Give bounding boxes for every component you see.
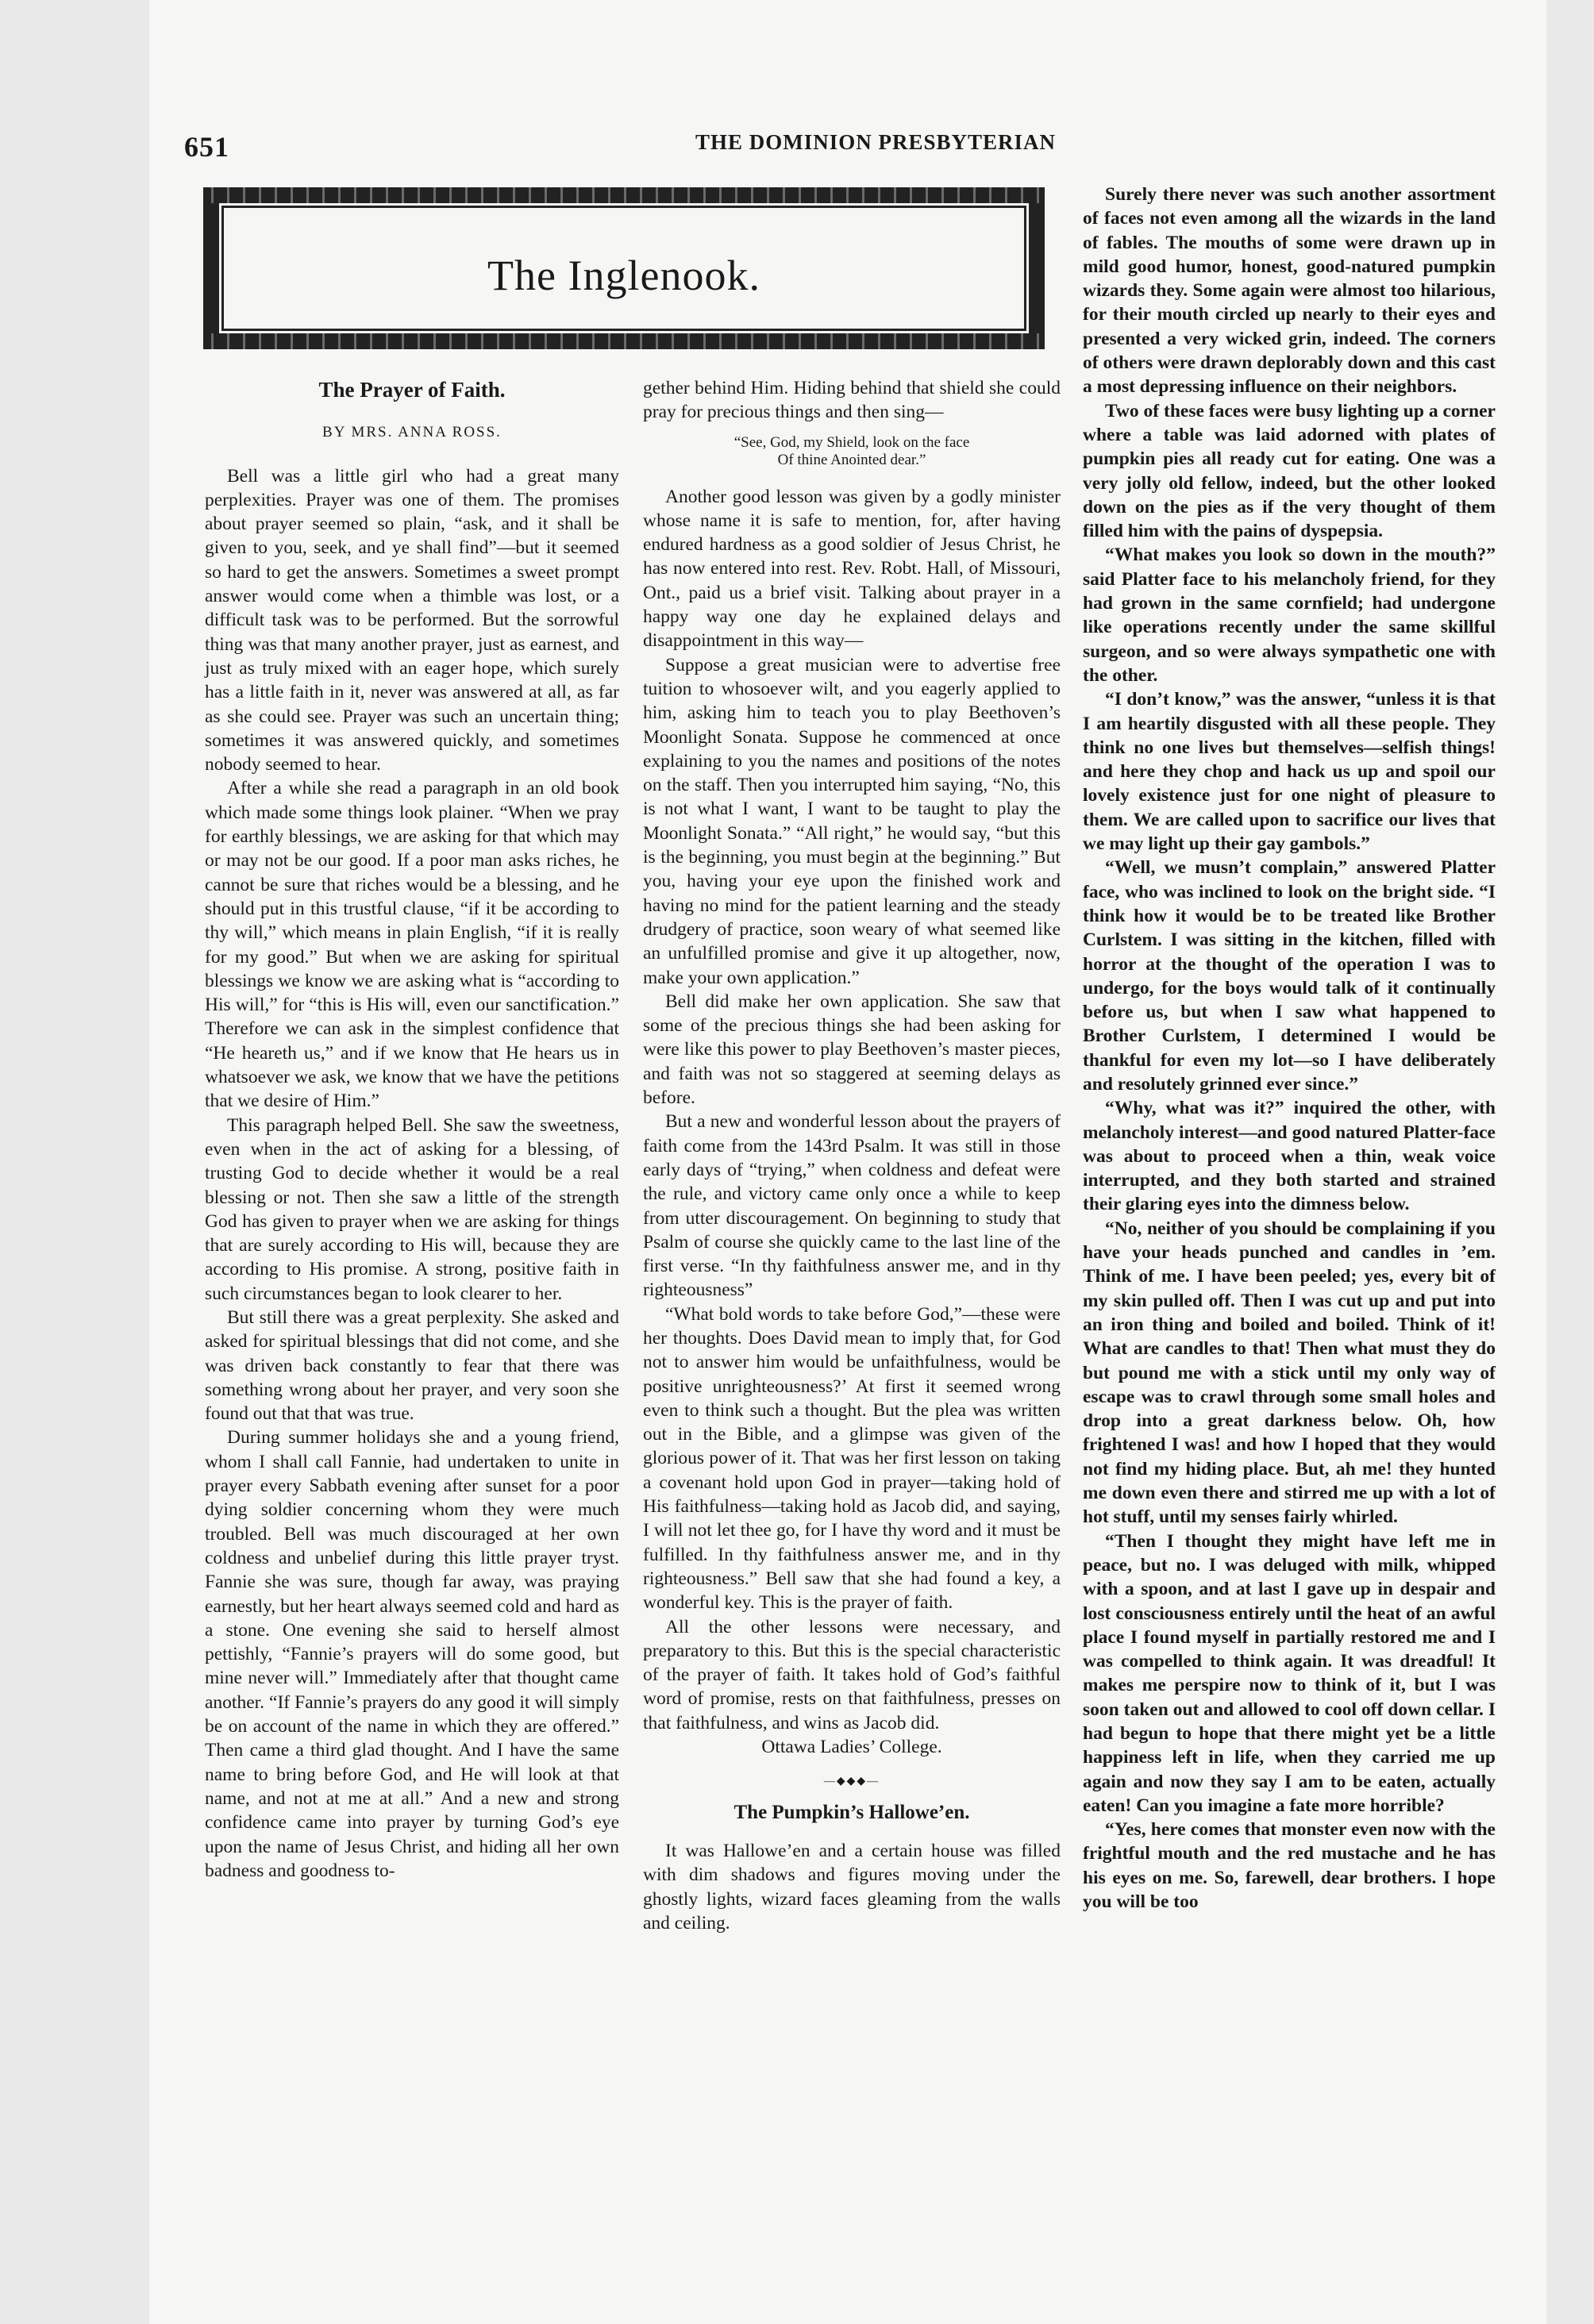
paragraph: “No, neither of you should be complaining if you have your heads punched and candles in ’em. Think of me. I have been peeled; yes, every bit of my skin pulled off. Then I was cut up and put into an iron thing and boiled and boiled. Think of it! What are candles to that! Then what must they do but pound me with a stick until my only way of escape was to crawl through some small holes and drop into a great darkness below. Oh, how frightened I was! and how I hoped that they would not find my hiding place. But, ah me! they hunted me down even there and stirred me up with a lot of hot stuff, until my senses fairly whirled. xyxy=(1083,1218,1496,1528)
paragraph: “I don’t know,” was the answer, “unless it is that I am heartily disgusted with all these people. They think no one lives but themselves—selfish things! and here they chop and hack us up and spoil our lovely existence just for one night of pleasure to them. We are called upon to sacrifice our lives that we may light up their gay gambols.” xyxy=(1083,689,1496,855)
paragraph: After a while she read a paragraph in an old book which made some things look plainer. “When we pray for earthly blessings, we are asking for that which may or may not be our good. If a poor man asks riches, he cannot be sure that riches would be a blessing, and he should put in this trustful clause, “if it be according to thy will,” which means in plain English, “if it is really for my good.” But when we are asking for spiritual blessings we know we are asking what is “according to His will,” for “this is His will, even our sanctification.” Therefore we can ask in the simplest confidence that “He heareth us,” and if we know that He hears us in whatsoever we ask, we know that we have the petitions that we desire of Him.” xyxy=(205,778,619,1112)
paragraph: Two of these faces were busy lighting up a corner where a table was laid adorned with plates of pumpkin pies all ready cut for eating. One was a very jolly old fellow, indeed, but the other looked down on the pies as if the very thought of them filled him with the pains of dyspepsia. xyxy=(1083,400,1496,542)
paragraph: Another good lesson was given by a godly minister whose name it is safe to mention, for, after having endured hardness as a good soldier of Jesus Christ, he has now entered into rest. Rev. Robt. Hall, of Missouri, Ont., paid us a brief visit. Talking about prayer in a happy way one day he explained delays and disappointment in this way— xyxy=(643,486,1061,652)
article-title: The Prayer of Faith. xyxy=(318,378,506,402)
paragraph-continued: gether behind Him. Hiding behind that shield she could pray for precious things and then sing— xyxy=(643,378,1061,423)
paragraph: “Why, what was it?” inquired the other, with melancholy interest—and good natured Platter-face was about to proceed when a thin, weak voice interrupted, and they both started and strained their glaring eyes into the dimness below. xyxy=(1083,1098,1496,1215)
section-title: The Inglenook. xyxy=(487,252,760,299)
section-heading-frame xyxy=(203,187,1045,349)
paragraph: “Then I thought they might have left me in peace, but no. I was deluged with milk, whipped with a spoon, and at last I gave up in despair and lost consciousness entirely until the heat of an awful place I found myself in partially restored me and I was compelled to think again. It was dreadful! It makes me perspire now to think of it, but I was soon taken out and allowed to cool off down cellar. I had begun to hope that there might yet be a little happiness left in life, when they carried me up again and now they say I am to be eaten, actually eaten! Can you imagine a fate more horrible? xyxy=(1083,1530,1496,1816)
paragraph: This paragraph helped Bell. She saw the sweetness, even when in the act of asking for a blessing, of trusting God to decide whether it would be a real blessing or not. Then she saw a little of the strength God has given to prayer when we are asking for things that are surely according to His will, because they are according to His promise. A strong, positive faith in such circumstances began to look clearer to her. xyxy=(205,1114,619,1304)
paragraph: But still there was a great perplexity. She asked and asked for spiritual blessings that did not come, and she was driven back constantly to fear that there was something wrong about her prayer, and very soon she found out that that was true. xyxy=(205,1306,619,1425)
running-title: THE DOMINION PRESBYTERIAN xyxy=(695,130,1056,154)
column-2 xyxy=(643,376,1061,1935)
paragraph: “Well, we musn’t complain,” answered Platter face, who was inclined to look on the bright side. “I think how it would be to be treated like Brother Curlstem. I was sitting in the kitchen, filled with horror at the thought of the operation I was to undergo, for the boys would talk of it continually before us, but when I saw what happened to Brother Curlstem, I determined I would be thankful for even my lot—so I have deliberately and resolutely grinned ever since.” xyxy=(1083,857,1496,1095)
paragraph: It was Hallowe’en and a certain house was filled with dim shadows and figures moving under the ghostly lights, wizard faces gleaming from the walls and ceiling. xyxy=(643,1840,1061,1933)
column-1 xyxy=(205,376,619,1883)
paragraph: Bell did make her own application. She saw that some of the precious things she had been asking for were like this power to play Beethoven’s master pieces, and faith was not so staggered at seeming delays as before. xyxy=(643,991,1061,1109)
paragraph: Suppose a great musician were to advertise free tuition to whosoever wilt, and you eagerly applied to him, asking him to teach you to play Beethoven’s Moonlight Sonata. Suppose he commenced at once explaining to you the names and positions of the notes on the staff. Then you interrupted him saying, “No, this is not what I want, I want to be taught to play the Moonlight Sonata.” “All right,” he would say, “but this is the beginning, you must begin at the beginning.” But you, having your eye upon the finished work and having no mind for the patient learning and the steady drudgery of practice, soon weary of what seemed like an unfulfilled promise and give it up altogether, now, make your own application.” xyxy=(643,654,1061,988)
byline: BY MRS. ANNA ROSS. xyxy=(322,424,502,441)
paragraph: Bell was a little girl who had a great many perplexities. Prayer was one of them. The promises about prayer seemed so plain, “ask, and it shall be given to you, seek, and ye shall find”—but it seemed so hard to get the answers. Sometimes a sweet prompt answer would come when a thimble was lost, or a difficult task was to be performed. But the sorrowful thing was that many another prayer, just as earnest, and just as truly mixed with an eager hope, which surely has a little faith in it, never was answered at all, as far as she could see. Prayer was such an uncertain thing; sometimes it was answered quickly, and sometimes nobody seemed to hear. xyxy=(205,465,619,775)
paragraph: “Yes, here comes that monster even now with the frightful mouth and the red mustache and he has his eyes on me. So, farewell, dear brothers. I hope you will be too xyxy=(1083,1819,1496,1913)
section-divider: —◆◆◆— xyxy=(823,1776,880,1788)
verse-quote xyxy=(643,434,1061,469)
article-title: The Pumpkin’s Hallowe’en. xyxy=(733,1801,970,1823)
paragraph: “What makes you look so down in the mouth?” said Platter face to his melancholy friend, for they had grown in the same cornfield; had undergone like operations recently under the same skillful surgeon, and so were always sympathetic one with the other. xyxy=(1083,544,1496,686)
column-3 xyxy=(1083,183,1496,1914)
paragraph: All the other lessons were necessary, and preparatory to this. But this is the special characteristic of the prayer of faith. It takes hold of God’s faithful word of promise, rests on that faithfulness, presses on that faithfulness, and wins as Jacob did. xyxy=(643,1616,1061,1733)
paragraph: During summer holidays she and a young friend, whom I shall call Fannie, had undertaken to unite in prayer every Sabbath evening after sunset for a poor dying soldier concerning whom they were much troubled. Bell was much discouraged at her own coldness and unbelief during this little prayer tryst. Fannie she was sure, though far away, was praying earnestly, but her heart always seemed cold and hard as a stone. One evening she said to herself almost pettishly, “Fannie’s prayers will do some good, but mine never will.” Immediately after that thought came another. “If Fannie’s prayers do any good it will simply be on account of the name in which they are offered.” Then came a third glad thought. And I have the same name to bring before God, and He will look at that name, and not at me at all.” And a new and strong confidence came into prayer by turning God’s eye upon the name of Jesus Christ, and hiding all her own badness and goodness to- xyxy=(205,1427,619,1881)
page-number: 651 xyxy=(184,131,229,163)
signature: Ottawa Ladies’ College. xyxy=(761,1737,942,1758)
verse-line: “See, God, my Shield, look on the face xyxy=(733,433,970,451)
verse-line: Of thine Anointed dear.” xyxy=(777,451,926,468)
paragraph: “What bold words to take before God,”—these were her thoughts. Does David mean to imply that, for God not to answer him would be unfaithfulness, would be positive unrighteousness?’ At first it seemed wrong even to think such a thought. But the plea was written out in the Bible, and a glimpse was given of the glorious power of it. That was her first lesson on taking a covenant hold upon God in prayer—taking hold of His faithfulness—taking hold as Jacob did, and saying, I will not let thee go, for I have thy word and it must be fulfilled. In thy faithfulness answer me, and in thy righteousness.” Bell saw that she had found a key, a wonderful key. This is the prayer of faith. xyxy=(643,1303,1061,1614)
paragraph: Surely there never was such another assortment of faces not even among all the wizards in the land of fables. The mouths of some were drawn up in mild good humor, honest, good-natured pumpkin wizards they. Some again were almost too hilarious, for their mouth circled up nearly to their eyes and presented a very wicked grin, indeed. The corners of others were drawn deplorably down and this cast a most depressing influence on their neighbors. xyxy=(1083,184,1496,398)
paragraph: But a new and wonderful lesson about the prayers of faith come from the 143rd Psalm. It was still in those early days of “trying,” when coldness and defeat were the rule, and victory came only once a while to keep from utter discouragement. On beginning to study that Psalm of course she quickly came to the last line of the first verse. “In thy faithfulness answer me, and in thy righteousness” xyxy=(643,1111,1061,1301)
